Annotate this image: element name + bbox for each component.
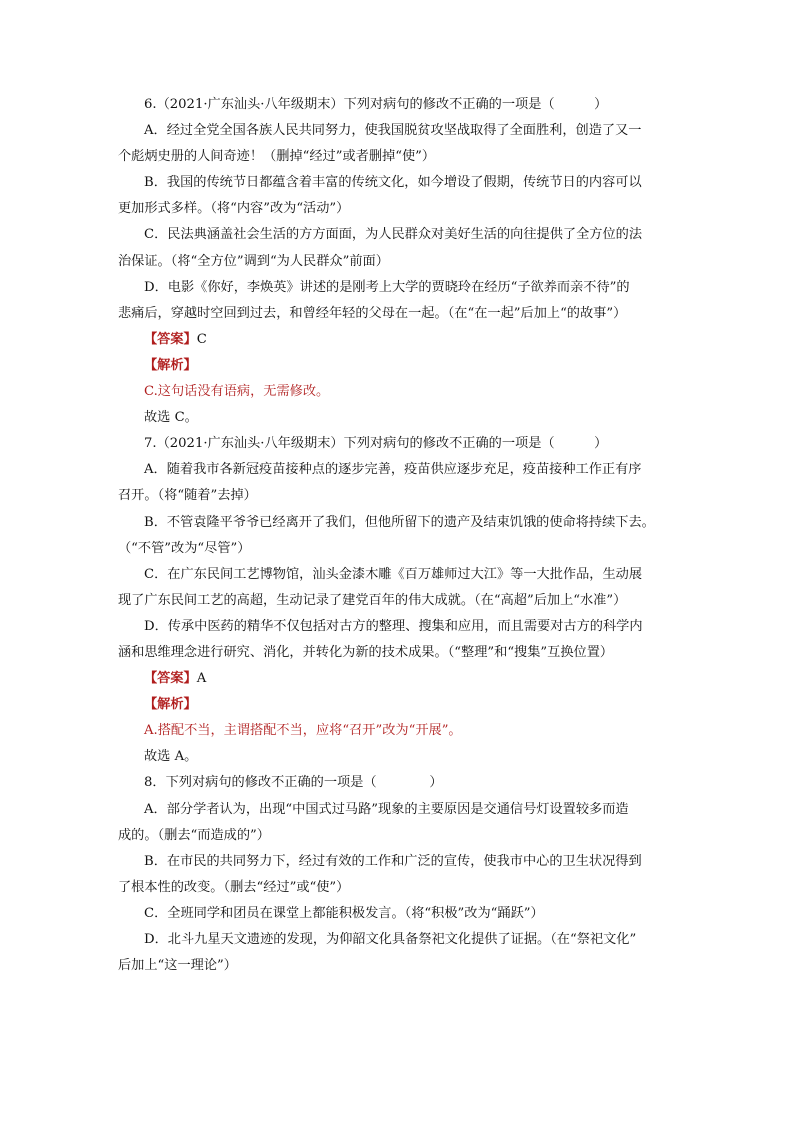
question-7 bbox=[118, 431, 688, 770]
analysis-tag: 【解析】 bbox=[144, 357, 197, 373]
q6-option-a-line2: 个彪炳史册的人间奇迹！（删掉“经过”或者删掉“使”） bbox=[118, 149, 436, 165]
q6-option-c-line2: 治保证。（将“全方位”调到“为人民群众”前面） bbox=[118, 253, 389, 269]
q7-conclusion: 故选 A。 bbox=[144, 749, 198, 765]
q6-conclusion: 故选 C。 bbox=[144, 410, 198, 426]
question-8 bbox=[118, 770, 688, 979]
q7-option-b-line1: B．不管袁隆平爷爷已经离开了我们，但他所留下的遗产及结束饥饿的使命将持续下去。 bbox=[144, 514, 655, 530]
q7-option-c-line1: C．在广东民间工艺博物馆，汕头金漆木雕《百万雄师过大江》等一大批作品，生动展 bbox=[144, 566, 643, 582]
question-6 bbox=[118, 92, 688, 431]
q8-option-b-line2: 了根本性的改变。（删去“经过”或“使”） bbox=[118, 879, 350, 895]
q8-option-d-line1: D．北斗九星天文遗迹的发现，为仰韶文化具备祭祀文化提供了证据。（在“祭祀文化” bbox=[144, 932, 637, 947]
q7-answer-line bbox=[118, 666, 688, 692]
q7-analysis-text: A.搭配不当，主谓搭配不当，应将“召开”改为“开展”。 bbox=[144, 723, 462, 739]
q7-option-d-line1: D．传承中医药的精华不仅包括对古方的整理、搜集和应用，而且需要对古方的科学内 bbox=[144, 618, 643, 634]
q8-option-a-line2: 成的。（删去“而造成的”） bbox=[118, 827, 270, 843]
q8-option-b-line1: B．在市民的共同努力下，经过有效的工作和广泛的宣传，使我市中心的卫生状况得到 bbox=[144, 853, 642, 869]
answer-value: C bbox=[196, 331, 207, 347]
answer-tag: 【答案】 bbox=[144, 671, 197, 687]
q7-option-b-line2: （“不管”改为“尽管”） bbox=[118, 540, 251, 556]
answer-value: A bbox=[196, 671, 207, 687]
question-7-stem: 7.（2021·广东汕头·八年级期末）下列对病句的修改不正确的一项是（ ） bbox=[144, 436, 608, 452]
q8-option-a-line1: A．部分学者认为，出现“中国式过马路”现象的主要原因是交通信号灯设置较多而造 bbox=[144, 801, 629, 817]
q6-option-d-line2: 悲痛后，穿越时空回到过去，和曾经年轻的父母在一起。（在“在一起”后加上“的故事”） bbox=[118, 305, 627, 321]
q7-option-a-line1: A．随着我市各新冠疫苗接种点的逐步完善，疫苗供应逐步充足，疫苗接种工作正有序 bbox=[144, 462, 642, 478]
analysis-tag: 【解析】 bbox=[144, 697, 197, 713]
question-6-stem: 6.（2021·广东汕头·八年级期末）下列对病句的修改不正确的一项是（ ） bbox=[144, 97, 608, 112]
document-page bbox=[118, 92, 688, 979]
answer-tag: 【答案】 bbox=[144, 331, 197, 347]
q6-answer-line bbox=[118, 327, 688, 353]
q6-option-b-line2: 更加形式多样。（将“内容”改为“活动”） bbox=[118, 201, 350, 217]
q6-option-d-line1: D．电影《你好，李焕英》讲述的是刚考上大学的贾晓玲在经历“子欲养而亲不待”的 bbox=[144, 279, 630, 295]
q6-option-b-line1: B．我国的传统节日都蕴含着丰富的传统文化，如今增设了假期，传统节日的内容可以 bbox=[144, 175, 642, 191]
q6-option-a-line1: A．经过全党全国各族人民共同努力，使我国脱贫攻坚战取得了全面胜利，创造了又一 bbox=[144, 123, 642, 139]
question-8-stem: 8．下列对病句的修改不正确的一项是（ ） bbox=[144, 775, 443, 791]
q8-option-d-line2: 后加上“这一理论”） bbox=[118, 958, 237, 974]
q7-option-c-line2: 现了广东民间工艺的高超，生动记录了建党百年的伟大成就。（在“高超”后加上“水准”） bbox=[118, 592, 627, 608]
q6-analysis-text: C.这句话没有语病，无需修改。 bbox=[144, 384, 330, 400]
q7-option-a-line2: 召开。（将“随着”去掉） bbox=[118, 488, 257, 504]
q8-option-c-line1: C．全班同学和团员在课堂上都能积极发言。（将“积极”改为“踊跃”） bbox=[144, 905, 544, 921]
q7-option-d-line2: 涵和思维理念进行研究、消化，并转化为新的技术成果。（“整理”和“搜集”互换位置） bbox=[118, 644, 614, 660]
q6-option-c-line1: C．民法典涵盖社会生活的方方面面，为人民群众对美好生活的向往提供了全方位的法 bbox=[144, 227, 643, 243]
